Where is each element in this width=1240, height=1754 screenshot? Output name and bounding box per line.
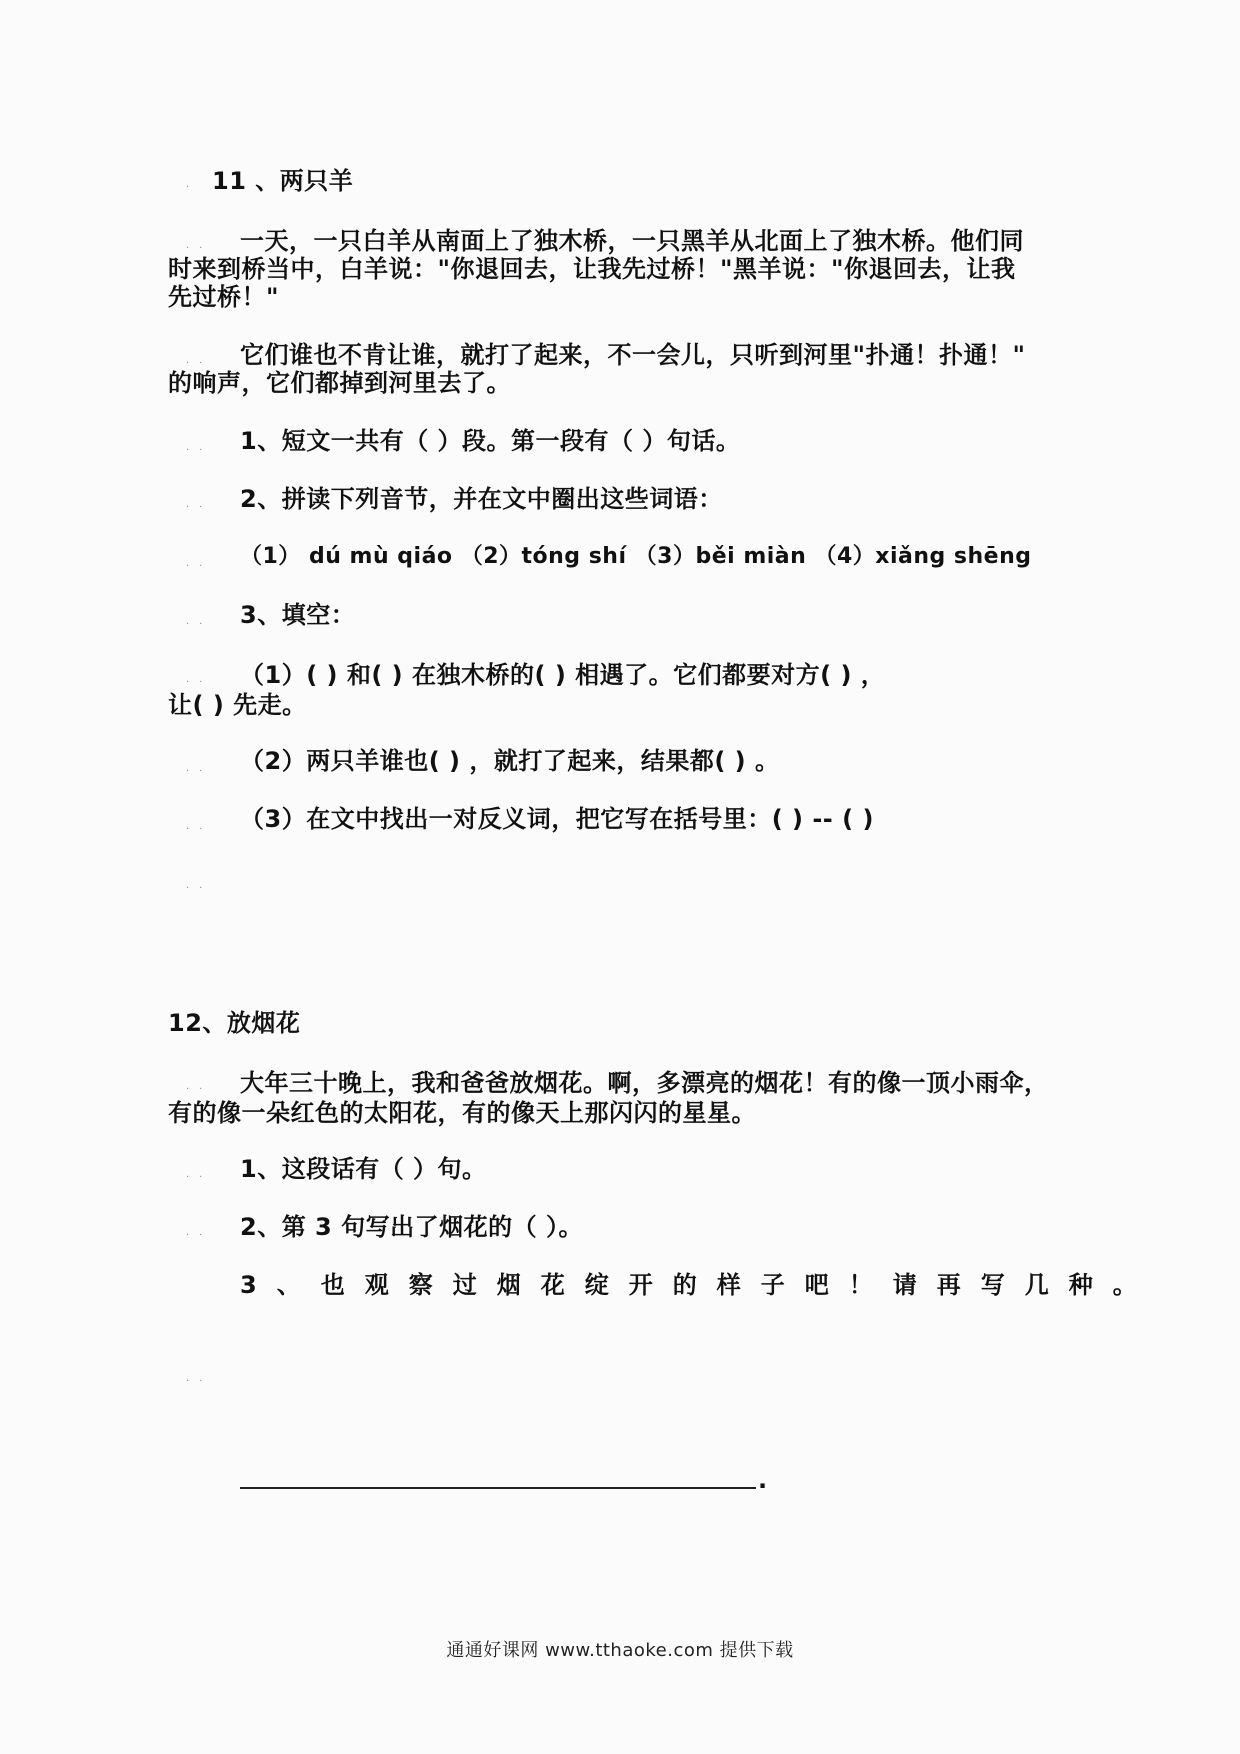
- paragraph-line: 它们谁也不肯让谁，就打了起来，不一会儿，只听到河里"扑通！扑通！": [240, 341, 1026, 369]
- pinyin-line: （1） dú mù qiáo （2）tóng shí （3）běi miàn （4）xiǎng shēng: [240, 544, 1032, 569]
- question-3-3: （3）在文中找出一对反义词，把它写在括号里：( ) -- ( ): [240, 805, 874, 833]
- margin-dots: ··: [186, 1376, 213, 1387]
- question-2: 2、第 3 句写出了烟花的（ ）。: [240, 1213, 583, 1241]
- paragraph-line: 大年三十晚上，我和爸爸放烟花。啊，多漂亮的烟花！有的像一顶小雨伞，: [240, 1069, 1049, 1097]
- paragraph-line: 有的像一朵红色的太阳花，有的像天上那闪闪的星星。: [168, 1099, 756, 1127]
- section-title-12: 12、放烟花: [168, 1009, 301, 1037]
- paragraph-line: 时来到桥当中，白羊说："你退回去，让我先过桥！"黑羊说："你退回去，让我: [168, 255, 1016, 283]
- margin-dots: ··: [186, 1172, 213, 1183]
- question-2: 2、拼读下列音节，并在文中圈出这些词语：: [240, 485, 723, 513]
- question-3-1: （1）( ) 和( ) 在独木桥的( ) 相遇了。它们都要对方( ) ，: [240, 661, 886, 689]
- question-3-1-cont: 让( ) 先走。: [168, 691, 307, 719]
- question-3-2: （2）两只羊谁也( ) ，就打了起来，结果都( ) 。: [240, 747, 780, 775]
- margin-dots: ··: [186, 502, 213, 513]
- margin-dots: ··: [186, 561, 213, 572]
- margin-dots: ·: [186, 182, 200, 193]
- paragraph-line: 的响声，它们都掉到河里去了。: [168, 369, 511, 397]
- margin-dots: ··: [186, 243, 213, 254]
- question-3: 3、填空：: [240, 601, 356, 629]
- margin-dots: ··: [186, 1230, 213, 1241]
- margin-dots: ··: [186, 445, 213, 456]
- section-title-11: 11 、两只羊: [212, 167, 354, 195]
- margin-dots: ··: [186, 824, 213, 835]
- question-1: 1、短文一共有（ ）段。第一段有（ ）句话。: [240, 427, 741, 455]
- answer-line-end: .: [758, 1466, 768, 1494]
- question-3: 3、也观察过烟花绽开的样子吧！请再写几种。: [240, 1271, 1157, 1299]
- margin-dots: ··: [186, 677, 213, 688]
- margin-dots: ··: [186, 766, 213, 777]
- footer-credit: 通通好课网 www.tthaoke.com 提供下载: [446, 1640, 794, 1661]
- paragraph-line: 一天，一只白羊从南面上了独木桥，一只黑羊从北面上了独木桥。他们同: [240, 227, 1024, 255]
- margin-dots: ··: [186, 1084, 213, 1095]
- question-1: 1、这段话有（ ）句。: [240, 1155, 487, 1183]
- paragraph-line: 先过桥！": [168, 283, 280, 311]
- margin-dots: ··: [186, 883, 213, 894]
- answer-line: [240, 1487, 756, 1489]
- margin-dots: ··: [186, 358, 213, 369]
- margin-dots: ··: [186, 619, 213, 630]
